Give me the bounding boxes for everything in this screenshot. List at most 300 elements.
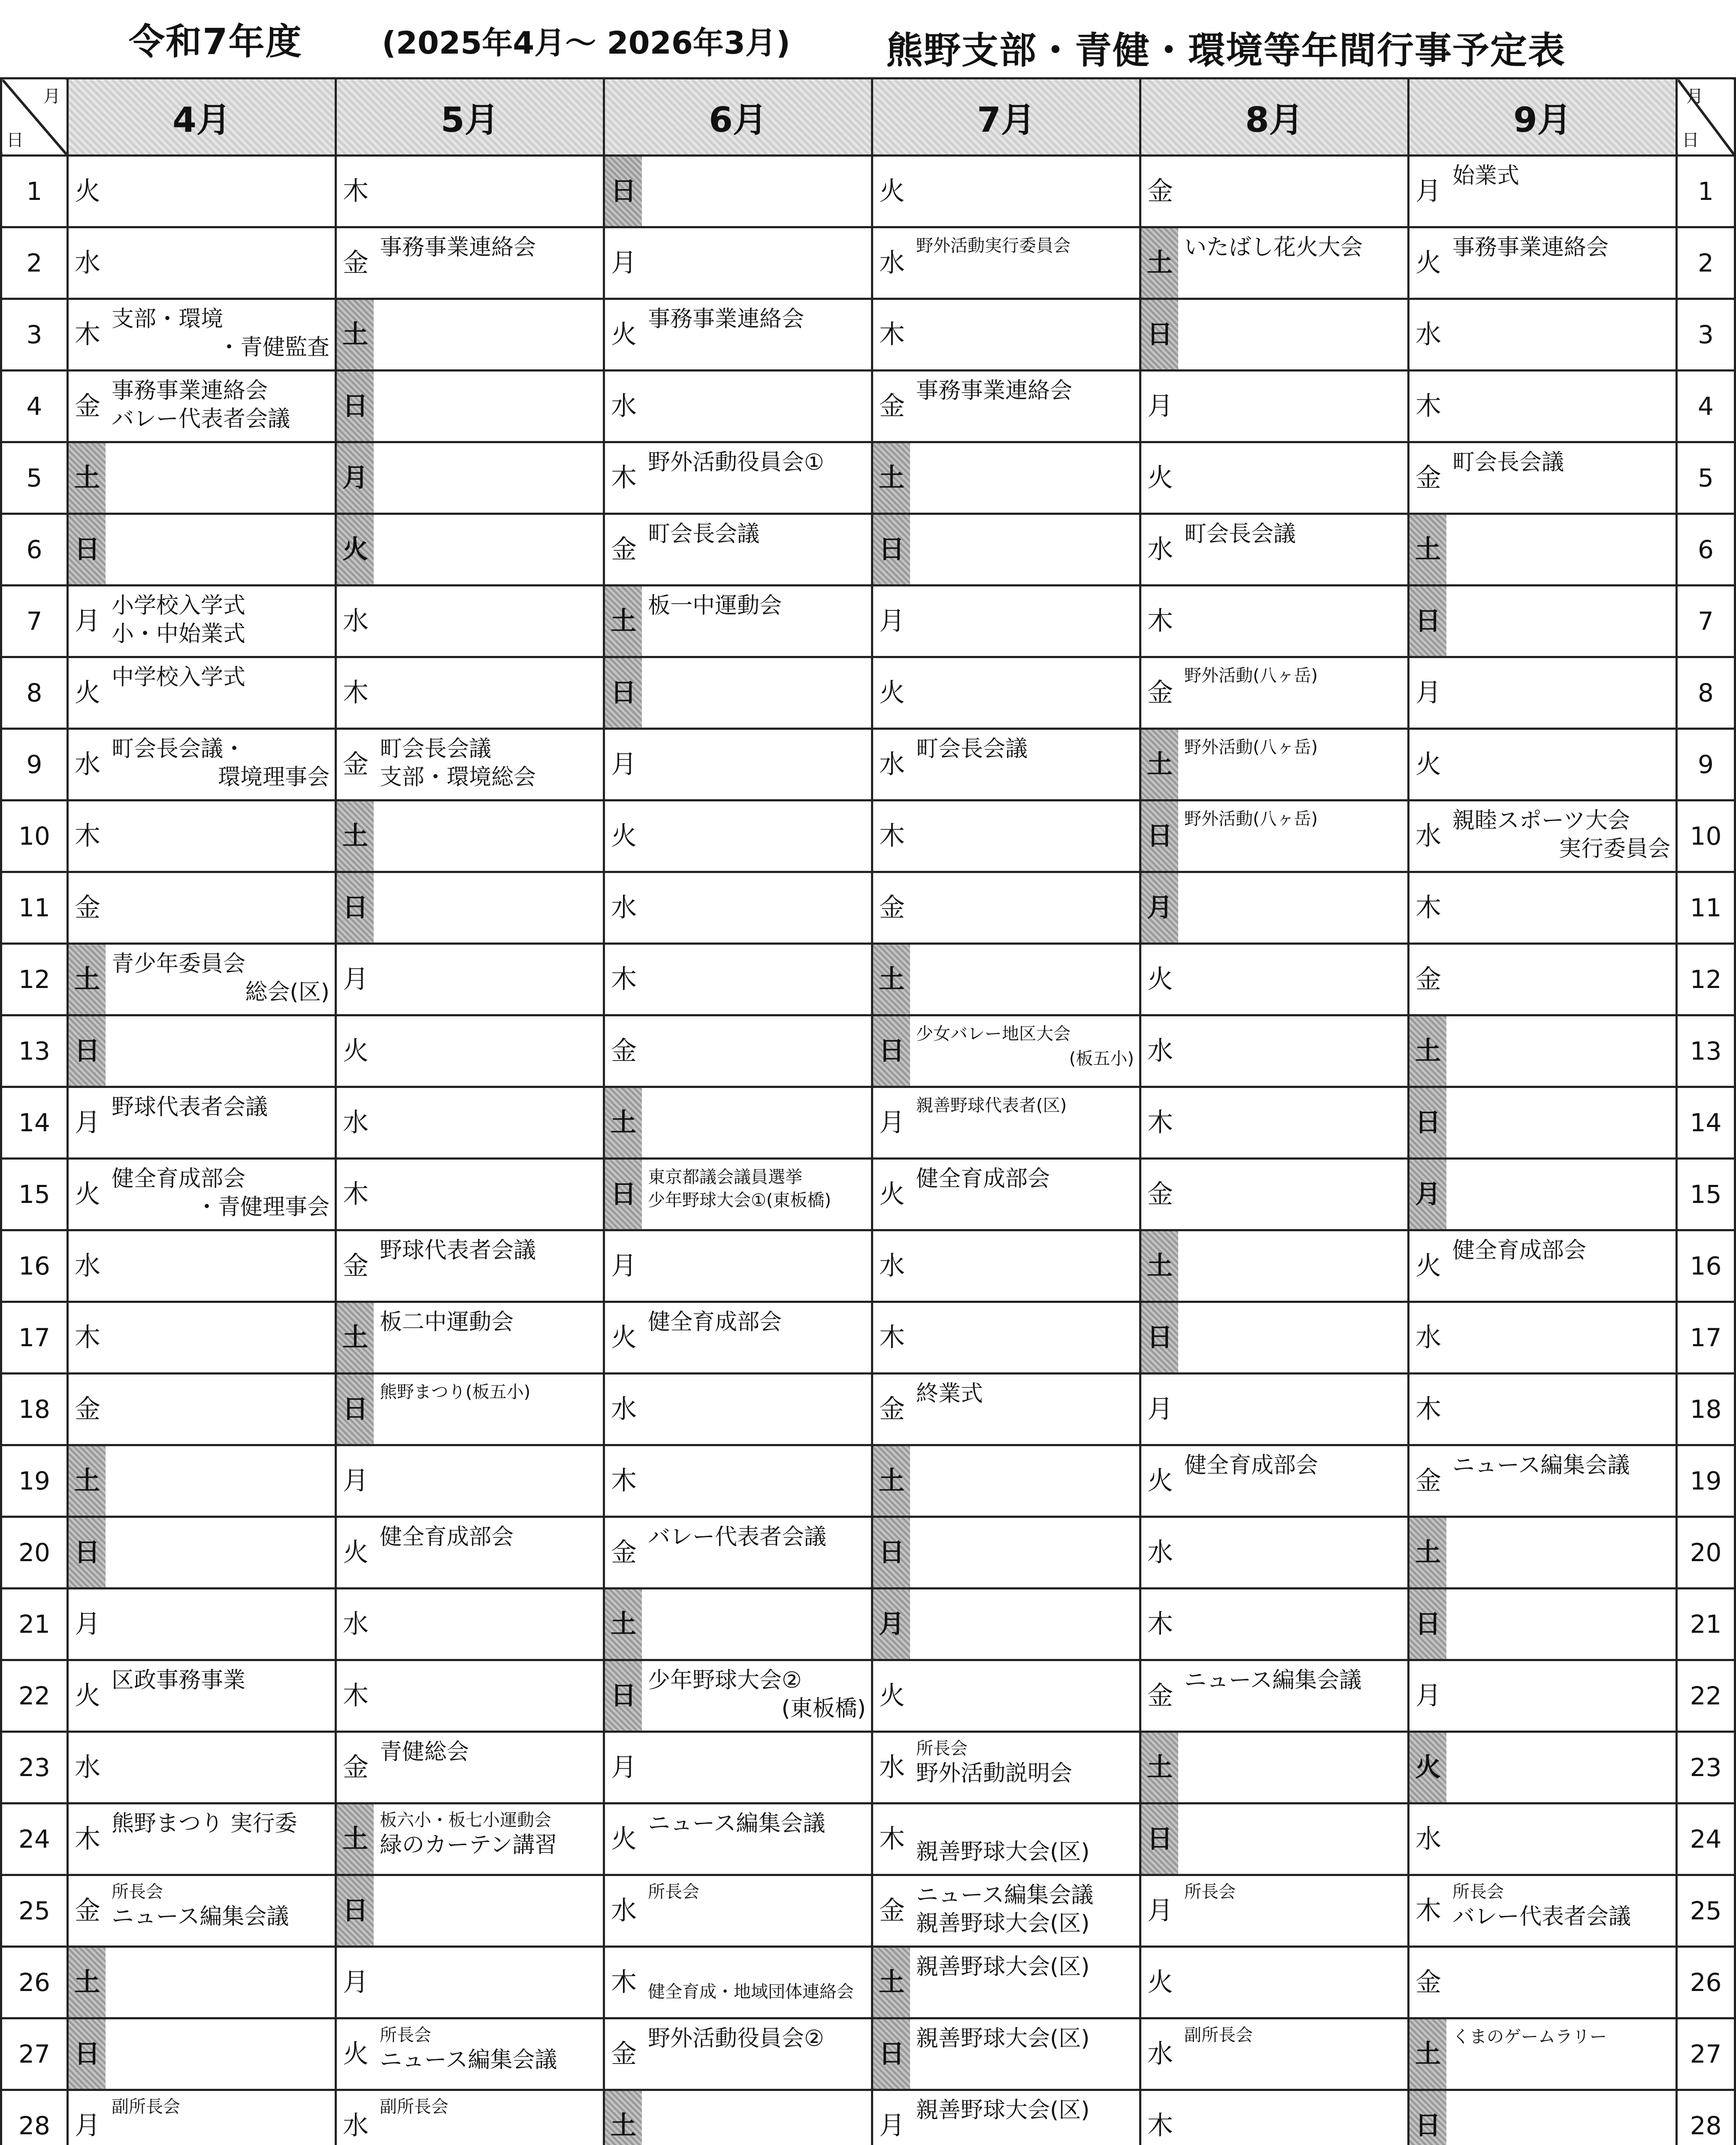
event-text — [380, 1523, 598, 1551]
weekday-marker: 水 — [1147, 1036, 1173, 1066]
event-line: 事務事業連絡会 — [380, 235, 536, 260]
weekday-marker: 月 — [1415, 678, 1441, 708]
corner-month-label: 月 — [1686, 87, 1703, 106]
weekday-marker: 金 — [611, 1036, 637, 1066]
event-text — [380, 1738, 598, 1766]
corner-header-right — [1677, 79, 1735, 156]
event-line: 健全育成部会 — [112, 1166, 246, 1192]
day-cell — [604, 514, 872, 586]
event-text — [916, 735, 1134, 763]
day-cell — [1409, 2018, 1677, 2090]
weekday-holiday-marker: 土 — [337, 1804, 374, 1874]
weekday-marker: 月 — [1147, 1394, 1173, 1424]
event-text — [916, 2096, 1134, 2124]
weekday-holiday-marker: 日 — [69, 515, 106, 584]
weekday-marker: 金 — [343, 248, 369, 278]
weekday-marker: 火 — [611, 320, 637, 350]
weekday-marker: 水 — [343, 1609, 369, 1639]
event-line: 東京都議会議員選挙 — [648, 1167, 802, 1187]
weekday-holiday-marker: 土 — [873, 945, 910, 1014]
weekday-marker: 木 — [1415, 1394, 1441, 1424]
weekday-marker: 金 — [879, 893, 905, 923]
weekday-holiday-marker: 日 — [337, 1876, 374, 1946]
weekday-marker: 月 — [879, 1108, 905, 1138]
weekday-holiday-marker: 土 — [69, 945, 106, 1014]
weekday-marker: 木 — [343, 1681, 369, 1711]
weekday-marker: 金 — [1415, 463, 1441, 493]
day-cell — [872, 1374, 1140, 1445]
event-line: 少女バレー地区大会 — [916, 1024, 1071, 1044]
weekday-marker: 水 — [1415, 320, 1441, 350]
weekday-holiday-marker: 日 — [1141, 801, 1178, 871]
day-cell — [336, 801, 604, 872]
weekday-marker: 水 — [1147, 1538, 1173, 1568]
day-cell — [604, 657, 872, 729]
event-line: 野外活動(八ヶ岳) — [1184, 737, 1318, 757]
day-row — [1, 1087, 1735, 1159]
weekday-marker: 火 — [1147, 463, 1173, 493]
day-cell — [1140, 156, 1409, 227]
event-text — [112, 1666, 330, 1695]
day-cell — [68, 1589, 336, 1660]
day-cell — [604, 1660, 872, 1732]
event-text — [1184, 1666, 1402, 1695]
weekday-marker: 木 — [879, 1824, 905, 1854]
day-cell — [68, 371, 336, 442]
day-number: 8 — [1677, 657, 1735, 729]
day-cell — [872, 1015, 1140, 1087]
event-line: 総会(区) — [245, 979, 330, 1005]
day-row — [1, 944, 1735, 1015]
weekday-holiday-marker: 月 — [1409, 1160, 1446, 1229]
day-cell — [1140, 1302, 1409, 1374]
day-number: 11 — [1, 872, 68, 944]
event-text — [648, 1666, 866, 1723]
weekday-holiday-marker: 土 — [69, 443, 106, 513]
month-header-jul: 7月 — [872, 79, 1140, 156]
weekday-holiday-marker: 土 — [337, 1303, 374, 1372]
weekday-marker: 月 — [343, 1466, 369, 1496]
day-number: 4 — [1677, 371, 1735, 442]
event-text — [1452, 162, 1670, 190]
event-line: 支部・環境 — [112, 306, 224, 332]
day-cell — [336, 872, 604, 944]
day-number: 17 — [1677, 1302, 1735, 1374]
weekday-marker: 水 — [1147, 2039, 1173, 2069]
event-line — [916, 1810, 1134, 1838]
weekday-marker: 木 — [75, 821, 100, 851]
day-cell — [1409, 1087, 1677, 1159]
month-header-may: 5月 — [336, 79, 604, 156]
event-text — [380, 1810, 598, 1859]
weekday-marker: 金 — [1415, 964, 1441, 994]
event-text — [1452, 2024, 1670, 2049]
weekday-marker: 木 — [75, 320, 100, 350]
event-text — [1452, 1236, 1670, 1265]
event-line: ニュース編集会議 — [648, 1811, 826, 1837]
weekday-marker: 木 — [611, 1967, 637, 1997]
weekday-marker: 木 — [1415, 1896, 1441, 1926]
event-text — [916, 377, 1134, 405]
event-text — [1184, 2024, 1402, 2046]
day-cell — [1140, 1947, 1409, 2018]
event-text — [112, 950, 330, 1006]
day-row — [1, 1732, 1735, 1804]
day-number: 2 — [1677, 227, 1735, 299]
day-cell — [604, 1589, 872, 1660]
day-cell — [872, 1875, 1140, 1947]
event-line: いたばし花火大会 — [1184, 235, 1363, 260]
weekday-marker: 水 — [611, 391, 637, 421]
event-line: 親善野球大会(区) — [916, 1839, 1090, 1865]
day-cell — [68, 1947, 336, 2018]
weekday-marker: 火 — [1415, 248, 1441, 278]
event-line: 事務事業連絡会 — [1452, 235, 1609, 260]
day-row — [1, 156, 1735, 227]
event-line: 板六小・板七小運動会 — [380, 1810, 551, 1830]
event-line: 副所長会 — [380, 2097, 448, 2117]
day-number: 12 — [1, 944, 68, 1015]
title-bar — [0, 0, 1736, 73]
day-cell — [604, 1087, 872, 1159]
weekday-marker: 木 — [1415, 893, 1441, 923]
day-cell — [1140, 657, 1409, 729]
day-number: 15 — [1677, 1159, 1735, 1230]
day-cell — [604, 1517, 872, 1589]
day-cell — [604, 1015, 872, 1087]
weekday-marker: 木 — [75, 1824, 100, 1854]
day-cell — [872, 1517, 1140, 1589]
weekday-marker: 火 — [611, 1824, 637, 1854]
event-line: ニュース編集会議 — [916, 1882, 1094, 1908]
day-cell — [604, 1947, 872, 2018]
event-line: バレー代表者会議 — [112, 406, 290, 432]
day-cell — [872, 371, 1140, 442]
day-cell — [336, 2090, 604, 2145]
day-cell — [1409, 1374, 1677, 1445]
weekday-marker: 水 — [343, 2111, 369, 2141]
weekday-marker: 金 — [1415, 1967, 1441, 1997]
day-cell — [1140, 2090, 1409, 2145]
day-cell — [872, 1732, 1140, 1804]
day-cell — [336, 1087, 604, 1159]
day-cell — [1140, 586, 1409, 657]
event-text — [648, 592, 866, 620]
day-cell — [604, 2090, 872, 2145]
day-cell — [1140, 442, 1409, 514]
weekday-marker: 水 — [75, 248, 100, 278]
day-cell — [336, 227, 604, 299]
weekday-holiday-marker: 日 — [69, 1518, 106, 1587]
fiscal-year-title: 令和7年度 — [129, 21, 302, 63]
weekday-holiday-marker: 日 — [1141, 1303, 1178, 1372]
day-row — [1, 1230, 1735, 1302]
day-cell — [68, 944, 336, 1015]
day-row — [1, 1015, 1735, 1087]
weekday-holiday-marker: 土 — [337, 300, 374, 369]
event-text — [112, 2096, 330, 2118]
day-cell — [336, 1589, 604, 1660]
weekday-marker: 水 — [1415, 1323, 1441, 1353]
day-row — [1, 1589, 1735, 1660]
day-cell — [1140, 2018, 1409, 2090]
event-line: 事務事業連絡会 — [916, 378, 1073, 404]
weekday-marker: 火 — [343, 2039, 369, 2069]
event-line: 所長会 — [916, 1739, 968, 1758]
event-text — [648, 448, 866, 477]
weekday-holiday-marker: 土 — [1409, 2019, 1446, 2089]
day-cell — [1140, 944, 1409, 1015]
weekday-marker: 金 — [1147, 1179, 1173, 1209]
day-cell — [604, 801, 872, 872]
day-cell — [1409, 657, 1677, 729]
schedule-name: 熊野支部・青健・環境等年間行事予定表 — [886, 29, 1566, 72]
day-number: 16 — [1, 1230, 68, 1302]
weekday-holiday-marker: 日 — [1409, 1589, 1446, 1659]
day-cell — [872, 156, 1140, 227]
weekday-marker: 木 — [879, 1323, 905, 1353]
day-cell — [336, 944, 604, 1015]
day-cell — [1140, 1087, 1409, 1159]
event-line: 野外活動役員会② — [648, 2026, 824, 2051]
weekday-marker: 月 — [343, 964, 369, 994]
event-line: 始業式 — [1452, 163, 1520, 189]
day-cell — [336, 514, 604, 586]
day-cell — [1409, 514, 1677, 586]
event-line: 健全育成部会 — [1452, 1238, 1587, 1263]
weekday-holiday-marker: 日 — [69, 1016, 106, 1086]
day-cell — [68, 156, 336, 227]
day-cell — [1409, 1015, 1677, 1087]
day-number: 23 — [1677, 1732, 1735, 1804]
day-cell — [1409, 1589, 1677, 1660]
day-cell — [1409, 944, 1677, 1015]
day-cell — [1140, 227, 1409, 299]
weekday-marker: 水 — [611, 893, 637, 923]
day-cell — [604, 2018, 872, 2090]
day-cell — [872, 729, 1140, 801]
event-text — [1452, 233, 1670, 262]
day-cell — [68, 729, 336, 801]
day-cell — [1409, 872, 1677, 944]
day-cell — [872, 1947, 1140, 2018]
day-number: 3 — [1677, 299, 1735, 371]
day-row — [1, 442, 1735, 514]
day-row — [1, 1374, 1735, 1445]
day-number: 1 — [1677, 156, 1735, 227]
day-cell — [1409, 227, 1677, 299]
event-line: 所長会 — [380, 2025, 431, 2045]
corner-day-label: 日 — [6, 130, 24, 150]
weekday-marker: 木 — [611, 1466, 637, 1496]
event-line: 支部・環境総会 — [380, 764, 536, 790]
event-line: 野外活動(八ヶ岳) — [1184, 666, 1318, 686]
day-cell — [68, 1660, 336, 1732]
event-line: バレー代表者会議 — [648, 1524, 827, 1550]
weekday-marker: 金 — [75, 893, 100, 923]
day-number: 15 — [1, 1159, 68, 1230]
event-text — [112, 377, 330, 433]
event-line: 事務事業連絡会 — [648, 306, 804, 332]
day-number: 17 — [1, 1302, 68, 1374]
event-text — [1184, 520, 1402, 548]
event-line: 親善野球大会(区) — [916, 2026, 1090, 2051]
event-text — [112, 305, 330, 362]
event-line: 親善野球大会(区) — [916, 1911, 1090, 1937]
weekday-marker: 月 — [879, 2111, 905, 2141]
event-text — [648, 1308, 866, 1336]
day-cell — [68, 801, 336, 872]
event-text — [1452, 448, 1670, 477]
day-number: 23 — [1, 1732, 68, 1804]
day-number: 21 — [1, 1589, 68, 1660]
day-cell — [336, 1804, 604, 1875]
day-cell — [68, 1159, 336, 1230]
event-line: 町会長会議 — [648, 521, 760, 547]
weekday-marker: 火 — [879, 1179, 905, 1209]
corner-day-label: 日 — [1682, 130, 1699, 150]
day-cell — [1409, 801, 1677, 872]
weekday-holiday-marker: 土 — [873, 443, 910, 513]
day-cell — [604, 156, 872, 227]
day-number: 12 — [1677, 944, 1735, 1015]
weekday-marker: 月 — [611, 248, 637, 278]
day-cell — [68, 2018, 336, 2090]
weekday-holiday-marker: 日 — [337, 372, 374, 441]
weekday-holiday-marker: 日 — [1141, 1804, 1178, 1874]
event-line: ニュース編集会議 — [380, 2047, 557, 2073]
day-row — [1, 729, 1735, 801]
day-row — [1, 801, 1735, 872]
weekday-marker: 金 — [343, 749, 369, 779]
weekday-holiday-marker: 日 — [873, 1016, 910, 1086]
weekday-marker: 火 — [1147, 1967, 1173, 1997]
day-cell — [1409, 299, 1677, 371]
day-cell — [872, 442, 1140, 514]
event-line: 板一中運動会 — [648, 593, 782, 619]
weekday-holiday-marker: 土 — [69, 1948, 106, 2017]
day-cell — [1409, 586, 1677, 657]
day-cell — [1409, 442, 1677, 514]
weekday-holiday-marker: 月 — [1141, 873, 1178, 943]
weekday-marker: 木 — [879, 821, 905, 851]
event-text — [916, 1380, 1134, 1408]
event-text — [916, 1953, 1134, 1981]
weekday-marker: 水 — [1415, 821, 1441, 851]
day-cell — [336, 1230, 604, 1302]
day-row — [1, 657, 1735, 729]
day-cell — [604, 299, 872, 371]
weekday-marker: 火 — [343, 1036, 369, 1066]
weekday-marker: 水 — [879, 1752, 905, 1782]
day-cell — [604, 371, 872, 442]
day-cell — [872, 299, 1140, 371]
day-cell — [604, 586, 872, 657]
event-text — [112, 1881, 330, 1931]
event-text — [916, 233, 1134, 258]
day-cell — [604, 1374, 872, 1445]
day-cell — [872, 1589, 1140, 1660]
event-text — [916, 1738, 1134, 1788]
weekday-holiday-marker: 日 — [337, 1375, 374, 1444]
event-text — [112, 1165, 330, 1221]
weekday-marker: 火 — [75, 678, 100, 708]
day-row — [1, 1660, 1735, 1732]
event-line: 小・中始業式 — [112, 621, 246, 647]
day-cell — [336, 1445, 604, 1517]
event-line: 野外活動説明会 — [916, 1761, 1073, 1786]
weekday-marker: 水 — [1147, 535, 1173, 565]
event-text — [648, 1881, 866, 1903]
weekday-marker: 金 — [1147, 1681, 1173, 1711]
event-text — [1184, 233, 1402, 262]
day-number: 5 — [1, 442, 68, 514]
day-number: 9 — [1, 729, 68, 801]
event-text — [380, 1308, 598, 1336]
day-cell — [604, 1445, 872, 1517]
day-cell — [1409, 1517, 1677, 1589]
day-number: 19 — [1, 1445, 68, 1517]
day-cell — [1140, 801, 1409, 872]
weekday-marker: 月 — [611, 1251, 637, 1281]
event-line: ニュース編集会議 — [1184, 1668, 1362, 1693]
weekday-marker: 金 — [611, 1538, 637, 1568]
weekday-marker: 火 — [75, 1681, 100, 1711]
weekday-marker: 金 — [879, 391, 905, 421]
weekday-marker: 木 — [343, 1179, 369, 1209]
event-text — [648, 2024, 866, 2053]
day-cell — [336, 371, 604, 442]
day-cell — [68, 872, 336, 944]
weekday-marker: 火 — [343, 1538, 369, 1568]
day-cell — [336, 1732, 604, 1804]
weekday-holiday-marker: 日 — [1141, 300, 1178, 369]
weekday-holiday-marker: 土 — [605, 1589, 642, 1659]
event-text — [916, 1021, 1134, 1071]
day-number: 6 — [1677, 514, 1735, 586]
day-cell — [872, 1087, 1140, 1159]
event-text — [1184, 663, 1402, 688]
weekday-marker: 金 — [343, 1752, 369, 1782]
month-header-apr: 4月 — [68, 79, 336, 156]
day-number: 9 — [1677, 729, 1735, 801]
event-line: 少年野球大会② — [648, 1668, 802, 1693]
day-cell — [1409, 2090, 1677, 2145]
day-number: 13 — [1, 1015, 68, 1087]
weekday-marker: 木 — [611, 463, 637, 493]
weekday-marker: 月 — [1415, 1681, 1441, 1711]
day-number: 13 — [1677, 1015, 1735, 1087]
day-cell — [1409, 371, 1677, 442]
day-number: 25 — [1, 1875, 68, 1947]
event-text — [916, 1165, 1134, 1193]
day-cell — [604, 944, 872, 1015]
weekday-marker: 金 — [611, 2039, 637, 2069]
weekday-holiday-marker: 土 — [873, 1948, 910, 2017]
day-cell — [872, 801, 1140, 872]
day-number: 24 — [1677, 1804, 1735, 1875]
event-text — [916, 1810, 1134, 1866]
event-text — [1452, 1451, 1670, 1480]
day-number: 2 — [1, 227, 68, 299]
day-cell — [68, 1302, 336, 1374]
weekday-holiday-marker: 月 — [873, 1589, 910, 1659]
event-line: 環境理事会 — [218, 764, 330, 790]
weekday-marker: 月 — [611, 1752, 637, 1782]
weekday-holiday-marker: 日 — [605, 658, 642, 728]
weekday-holiday-marker: 日 — [873, 2019, 910, 2089]
day-cell — [872, 1302, 1140, 1374]
